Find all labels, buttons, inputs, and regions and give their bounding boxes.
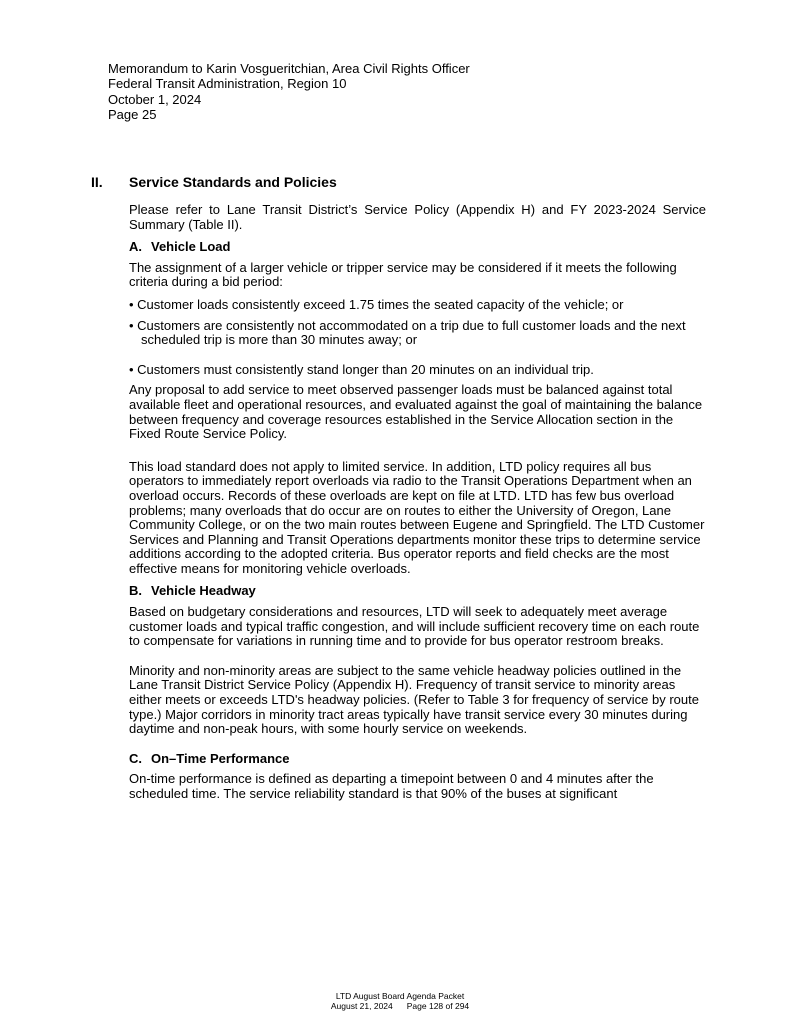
subheading-title: On–Time Performance (151, 750, 290, 766)
subheading-vehicle-load (129, 240, 706, 255)
footer-page-number: Page 128 of 294 (406, 1001, 470, 1011)
section-heading (91, 174, 337, 191)
memo-page: Page 25 (108, 107, 157, 123)
bullet-item: • Customers are consistently not accommodated on a trip due to full customer loads and the next scheduled trip is more than 30 minutes away; or (129, 317, 686, 348)
subheading-title: Vehicle Load (151, 239, 231, 255)
section-content (129, 203, 706, 810)
vehicle-load-paragraph: This load standard does not apply to limited service. In addition, LTD policy requires all bus operators to immediately report overloads via radio to the Transit Operations Department when an overload occurs. Records of these overloads are kept on file at LTD. LTD has few bus overload problems; many overloads that do occur are on routes to either the University of Oregon, Lane Community College, or on the two main routes between Eugene and Springfield. The LTD Customer Services and Planning and Transit Operations departments monitor these trips to determine service additions according to the adopted criteria. Bus operator reports and field checks are the most effective means for monitoring vehicle overloads. (129, 458, 705, 576)
section-title: Service Standards and Policies (129, 174, 337, 190)
section-intro: Please refer to Lane Transit District’s Service Policy (Appendix H) and FY 2023-2024 Service Summary (Table II). (129, 202, 706, 232)
memo-agency: Federal Transit Administration, Region 10 (108, 76, 347, 92)
section-number: II. (91, 174, 103, 190)
memo-date: October 1, 2024 (108, 91, 202, 107)
subheading-letter: C. (129, 750, 142, 766)
footer-date: August 21, 2024 (330, 1001, 393, 1011)
subheading-letter: A. (129, 239, 142, 255)
footer-packet-title: LTD August Board Agenda Packet (335, 991, 465, 1001)
subheading-letter: B. (129, 583, 142, 599)
vehicle-load-paragraph: Any proposal to add service to meet observed passenger loads must be balanced against total available fleet and operational resources, and evaluated against the goal of maintaining the balance between frequency and coverage resources established in the Service Allocation section in the Fixed Route Service Policy. (129, 382, 703, 442)
subheading-vehicle-headway (129, 584, 706, 599)
memo-recipient: Memorandum to Karin Vosgueritchian, Area Civil Rights Officer (108, 61, 470, 76)
vehicle-headway-paragraph: Based on budgetary considerations and resources, LTD will seek to adequately meet average customer loads and typical traffic congestion, and will include sufficient recovery time on each route to compensate for variations in running time and to provide for bus operator restroom breaks. (129, 604, 700, 649)
memo-header (108, 61, 470, 123)
page-footer (0, 991, 800, 1011)
bullet-item: • Customers must consistently stand longer than 20 minutes on an individual trip. (129, 361, 594, 377)
on-time-paragraph: On-time performance is defined as departing a timepoint between 0 and 4 minutes after the scheduled time. The service reliability standard is that 90% of the buses at significant (129, 771, 654, 801)
vehicle-load-intro: The assignment of a larger vehicle or tripper service may be considered if it meets the following criteria during a bid period: (129, 259, 677, 290)
vehicle-headway-paragraph: Minority and non-minority areas are subject to the same vehicle headway policies outlined in the Lane Transit District Service Policy (Appendix H). Frequency of transit service to minority areas either meets or exceeds LTD's headway policies. (Refer to Table 3 for frequency of service by route type.) Major corridors in minority tract areas typically have transit service every 30 minutes during daytime and non-peak hours, with some hourly service on weekends. (129, 662, 699, 737)
bullet-item: • Customer loads consistently exceed 1.75 times the seated capacity of the vehicle; or (129, 296, 624, 312)
subheading-title: Vehicle Headway (151, 583, 256, 599)
subheading-on-time-performance (129, 752, 706, 767)
